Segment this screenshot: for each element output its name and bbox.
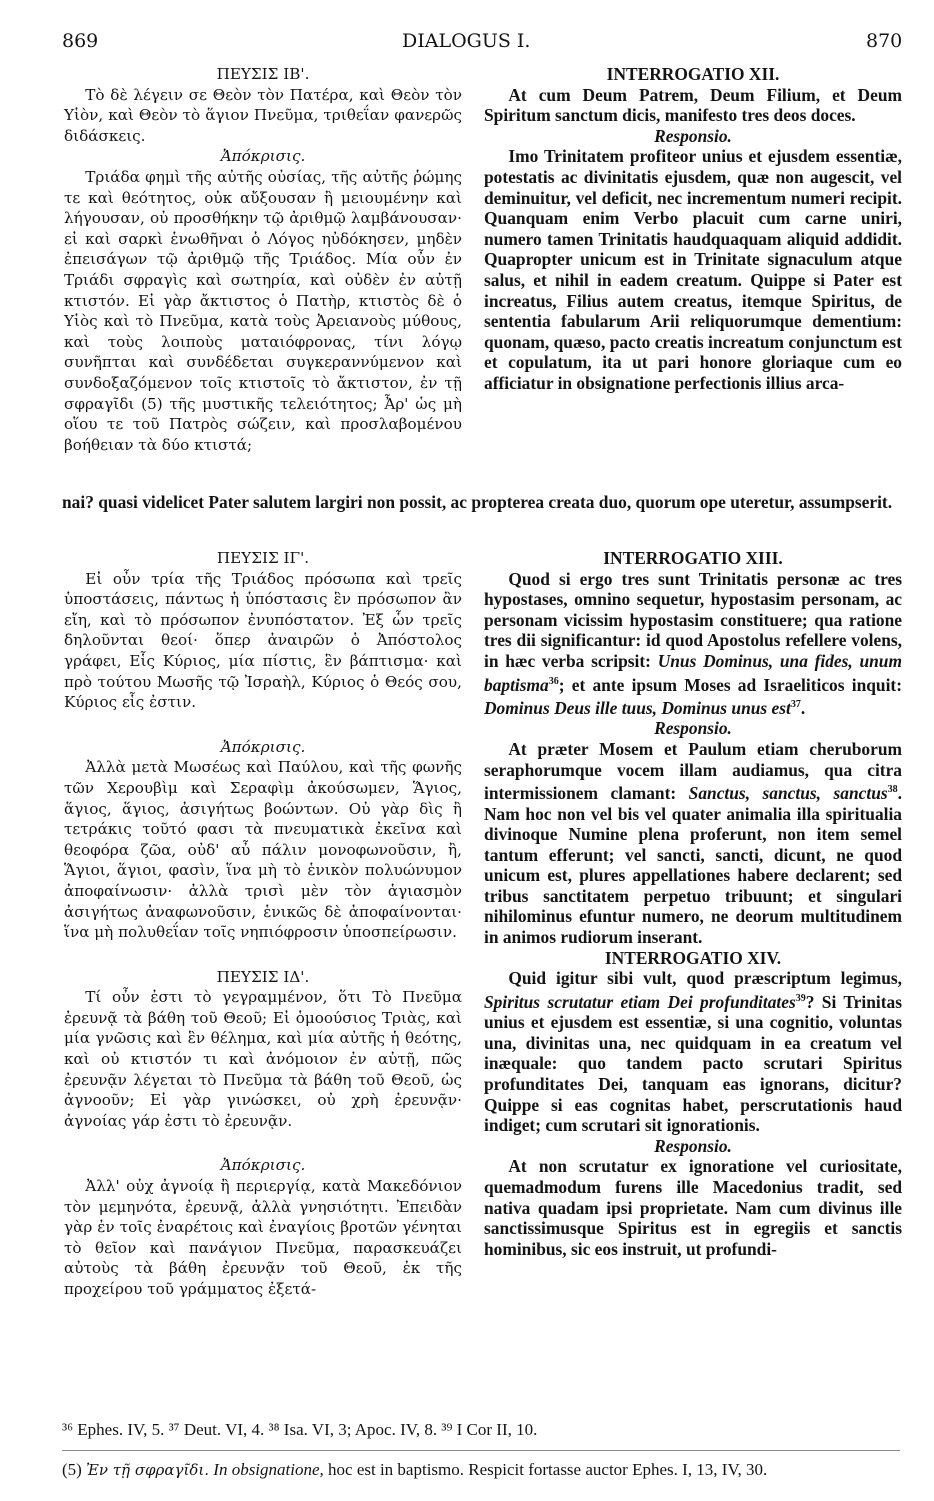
interrogatio-14-text — [484, 968, 902, 1136]
footnote-ref-38: 38 — [887, 784, 898, 796]
page-number-right: 870 — [866, 30, 903, 52]
question-12-text: Τὸ δὲ λέγειν σε Θεὸν τὸν Πατέρα, καὶ Θεὸν τὸν Υἱὸν, καὶ Θεὸν τὸ ἅγιον Πνεῦμα, τριθεΐαν φανερῶς διδάσκεις. — [64, 85, 462, 145]
responsio-14-text: At non scrutatur ex ignoratione vel curiositate, quemadmodum furens ille Macedonius tradit, sed nativa quadam ipsi proprietate. Nam cum divinus ille sanctissimusque Spiritus est in egregiis et sanctis hominibus, sic eos instruit, ut profundi- — [484, 1156, 902, 1259]
responsio-13-text-a: At præter Mosem et Paulum etiam cheruborum seraphorumque vocem illam audiamus, qua citra intermissionem clamant: — [484, 738, 902, 803]
interrogatio-13-title: INTERROGATIO XIII. — [603, 548, 783, 568]
responsio-12-text: Imo Trinitatem profiteor unius et ejusdem essentiæ, potestatis ac divinitatis ejusdem, quæ non augescit, vel deminuitur, vel deficit, nec incrementum numeri recipit. Quanquam enim Verbo placuit cum carne uniri, numero tamen Trinitatis haudquaquam aliquid addidit. Quapropter unicum est in Trinitate signaculum atque salus, et nihil in eadem creatum. Quippe si Pater est increatus, Filius autem creatus, itemque Spiritus, de sententia fabularum Arii reliquorumque dementium: quonam, quæso, pacto creatis increatum conjunctum est et copulatum, ita ut pari honore gloriaque cum eo afficiatur in obsignatione perfectionis illius arca- — [484, 146, 902, 393]
question-13-text: Εἰ οὖν τρία τῆς Τριάδος πρόσωπα καὶ τρεῖς ὑποστάσεις, πάντως ἡ ὑπόστασις ἓν πρόσωπον ἂν εἴη, καὶ τὸ πρόσωπον ἐνυπόστατον. Ἐξ ὧν τρεῖς δηλοῦνται θεοί· ὅπερ ἀναιρῶν ὁ Ἀπόστολος γράφει, Εἷς Κύριος, μία πίστις, ἓν βάπτισμα· καὶ πρὸ τούτου Μωσῆς τῷ Ἰσραὴλ, Κύριος ὁ Θεός σου, Κύριος εἷς ἐστιν. — [64, 569, 462, 712]
response-13-text: Ἀλλὰ μετὰ Μωσέως καὶ Παύλου, καὶ τῆς φωνῆς τῶν Χερουβὶμ καὶ Σεραφὶμ ἀκούσωμεν, Ἅγιος, ἅγιος, ἅγιος, ἀσιγήτως βοώντων. Οὐ γὰρ δὶς ἢ τετράκις τοῦτό φασι τὰ πνευματικὰ ἐκεῖνα καὶ θεοφόρα ζῶα, οὐδ' αὖ πάλιν μονοφωνοῦσιν, ἢ, Ἅγιοι, ἅγιοι, φασὶν, ἵνα μὴ τὸ ἑνικὸν πολυώνυμον ἀποφαίνωσιν· ἀλλὰ τρισὶ μὲν τὸν ἁγιασμὸν ἀσιγήτως ἀναφωνοῦσιν, ἑνικῶς δὲ ἀποφαίνονται· ἵνα μὴ πολυθεΐαν τοῖς νηπιόφροσιν ὑποσπείρωσιν. — [64, 758, 462, 942]
quote-unus-dominus: Unus Dominus, una fides, unum baptisma — [484, 650, 902, 695]
interrogatio-12-title: INTERROGATIO XII. — [606, 64, 780, 84]
response-12-text: Τριάδα φημὶ τῆς αὐτῆς οὐσίας, τῆς αὐτῆς ῥώμης τε καὶ θεότητος, οὐκ αὔξουσαν ἢ μειουμένην καὶ λήγουσαν, οὐ προσθήκην τῷ ἀριθμῷ λαμβάνουσαν· εἰ καὶ σαρκὶ ἑνωθῆναι ὁ Λόγος ηὐδόκησεν, μηδὲν ἐπεισάγων τῷ ἀριθμῷ τῆς Τριάδος. Μία οὖν ἐν Τριάδι σφραγὶς καὶ σωτηρία, καὶ οὐδὲν ἐν αὐτῇ κτιστόν. Εἰ γὰρ ἄκτιστος ὁ Πατὴρ, κτιστὸς δὲ ὁ Υἱὸς καὶ τὸ Πνεῦμα, κατὰ τοὺς Ἀρειανοὺς μύθους, καὶ τοὺς λοιποὺς ματαιόφρονας, τίνι λόγῳ συνῆπται καὶ συνδέδεται συγκεραννύμενον καὶ συνδοξαζόμενον τοῖς κτιστοῖς τὸ ἄκτιστον, ἐν τῇ σφραγῖδι (5) τῆς μυστικῆς τελειότητος; Ἆρ' ὡς μὴ οἵου τε τοῦ Πατρὸς σώζειν, καὶ προσλαβομένου βοήθειαν τὰ δύο κτιστά; — [64, 167, 462, 454]
interrogatio-14-title: INTERROGATIO XIV. — [604, 947, 782, 968]
page-number-left: 869 — [62, 30, 99, 52]
footnote-divider — [62, 1450, 900, 1451]
note-label: (5) — [62, 1460, 82, 1479]
quote-spiritus-scrutatur: Spiritus scrutatur etiam Dei profunditates — [484, 991, 796, 1012]
question-14-title: ΠΕΥΣΙΣ ΙΔ'. — [216, 967, 310, 986]
interrogatio-13-text-a: Quod si ergo tres sunt Trinitatis personæ ac tres hypostases, omnino sequetur, hypostasim personam, ac personam vicissim hypostasim constituere; qua ratione tres dii significantur: id quod Apostolus refellere volens, in hæc verba scripsit: — [484, 568, 902, 671]
page-body — [62, 492, 904, 513]
footnote-ref-36: 36 — [548, 675, 559, 687]
interrogatio-13-text-c: . — [800, 697, 806, 718]
interrogatio-13-text-b: ; et ante ipsum Moses ad Israeliticos inquit: — [558, 674, 902, 695]
response-14-title: Ἀπόκρισις. — [220, 1156, 306, 1175]
footnote-ref-37: 37 — [790, 698, 801, 710]
question-13-title: ΠΕΥΣΙΣ ΙΓ'. — [216, 549, 310, 567]
footnote-ref-39: 39 — [795, 992, 806, 1004]
responsio-13-title: Responsio. — [654, 718, 732, 739]
footnote-note — [62, 1460, 902, 1480]
note-latin: In obsignatione, — [213, 1460, 324, 1479]
latin-column-lower — [484, 548, 902, 1259]
question-12-title: ΠΕΥΣΙΣ ΙΒ'. — [216, 65, 310, 83]
responsio-13-text-b: . Nam hoc non vel bis vel quater animalia illa spiritualia divinoque Numine plena proferunt, non item semel tantum efferunt; vel sancti, sancti, dicunt, ne quod unicum est, plures appellationes habere declarent; sed tribus sanctitatem perpetuo tribuunt; et singulari nihilominus efuntur numero, ne deorum multitudinem in animos rudiorum inserant. — [484, 782, 902, 948]
question-14-text: Τί οὖν ἐστι τὸ γεγραμμένον, ὅτι Τὸ Πνεῦμα ἐρευνᾷ τὰ βάθη τοῦ Θεοῦ; Εἰ ὁμοούσιος Τριὰς, καὶ μία γνῶσις καὶ ἓν θέλημα, καὶ μία αὐτῆς ἡ θεότης, καὶ οὐ κτιστόν τι καὶ ἀνόμοιον ἐν αὐτῇ, πῶς ἐρευνᾷν λέγεται τὸ Πνεῦμα τὰ βάθη τοῦ Θεοῦ, ὡς ἀγνοοῦν; Εἰ γὰρ γινώσκει, οὐ χρὴ ἐρευνᾷν· ἀγνοίας γάρ ἐστι τὸ ἐρευνᾷν. — [64, 988, 462, 1130]
running-title: DIALOGUS I. — [402, 30, 531, 52]
greek-column-lower — [64, 548, 462, 1300]
response-14-text: Ἀλλ' οὐχ ἀγνοίᾳ ἢ περιεργίᾳ, κατὰ Μακεδόνιον τὸν μεμηνότα, ἐρευνᾷ, ἀλλὰ γνησιότητι. Ἐπειδὰν γὰρ ἐν τοῖς ἐναρέτοις καὶ ἐναγίοις βροτῶν γένηται τὸ θεῖον καὶ πανάγιον Πνεῦμα, παρασκευάζει αὐτοὺς τὰ βάθη ἐρευνᾷν τοῦ Θεοῦ, ἐκ τῆς προχείρου τοῦ γράμματος ἐξετά- — [64, 1177, 462, 1298]
spanning-line: nai? quasi videlicet Pater salutem largiri non possit, ac propterea creata duo, quorum ope uteretur, assumpserit. — [62, 492, 893, 512]
footnote-references: ³⁶ Ephes. IV, 5. ³⁷ Deut. VI, 4. ³⁸ Isa. VI, 3; Apoc. IV, 8. ³⁹ I Cor II, 10. — [62, 1420, 538, 1439]
quote-dominus-deus: Dominus Deus ille tuus, Dominus unus est — [484, 697, 791, 718]
responsio-13-text — [484, 739, 902, 948]
responsio-14-title: Responsio. — [654, 1135, 732, 1156]
note-greek: Ἐν τῇ σφραγῖδι. — [86, 1461, 210, 1479]
response-12-title: Ἀπόκρισις. — [220, 147, 306, 166]
note-rest: hoc est in baptismo. Respicit fortasse auctor Ephes. I, 13, IV, 30. — [328, 1460, 768, 1479]
interrogatio-14-text-b: ? Si Trinitas unius et ejusdem est essentiæ, si una cognitio, voluntas una, divinitas una, nec quidquam in ea creatum vel inæquale: quo tandem pacto scrutari Spiritus profunditates Dei, tanquam eas ignorans, dicitur? Quippe si eas cognitas habet, perscrutationis haud indiget; cum scrutari sit ignorationis. — [484, 991, 902, 1136]
interrogatio-13-text — [484, 569, 902, 719]
response-13-title: Ἀπόκρισις. — [220, 737, 306, 756]
latin-column — [484, 64, 902, 394]
greek-column — [64, 64, 462, 455]
responsio-12-title: Responsio. — [654, 125, 732, 146]
quote-sanctus: Sanctus, sanctus, sanctus — [688, 782, 888, 803]
interrogatio-14-text-a: Quid igitur sibi vult, quod præscriptum legimus, — [508, 968, 902, 989]
interrogatio-12-text: At cum Deum Patrem, Deum Filium, et Deum Spiritum sanctum dicis, manifesto tres deos doces. — [484, 84, 902, 126]
